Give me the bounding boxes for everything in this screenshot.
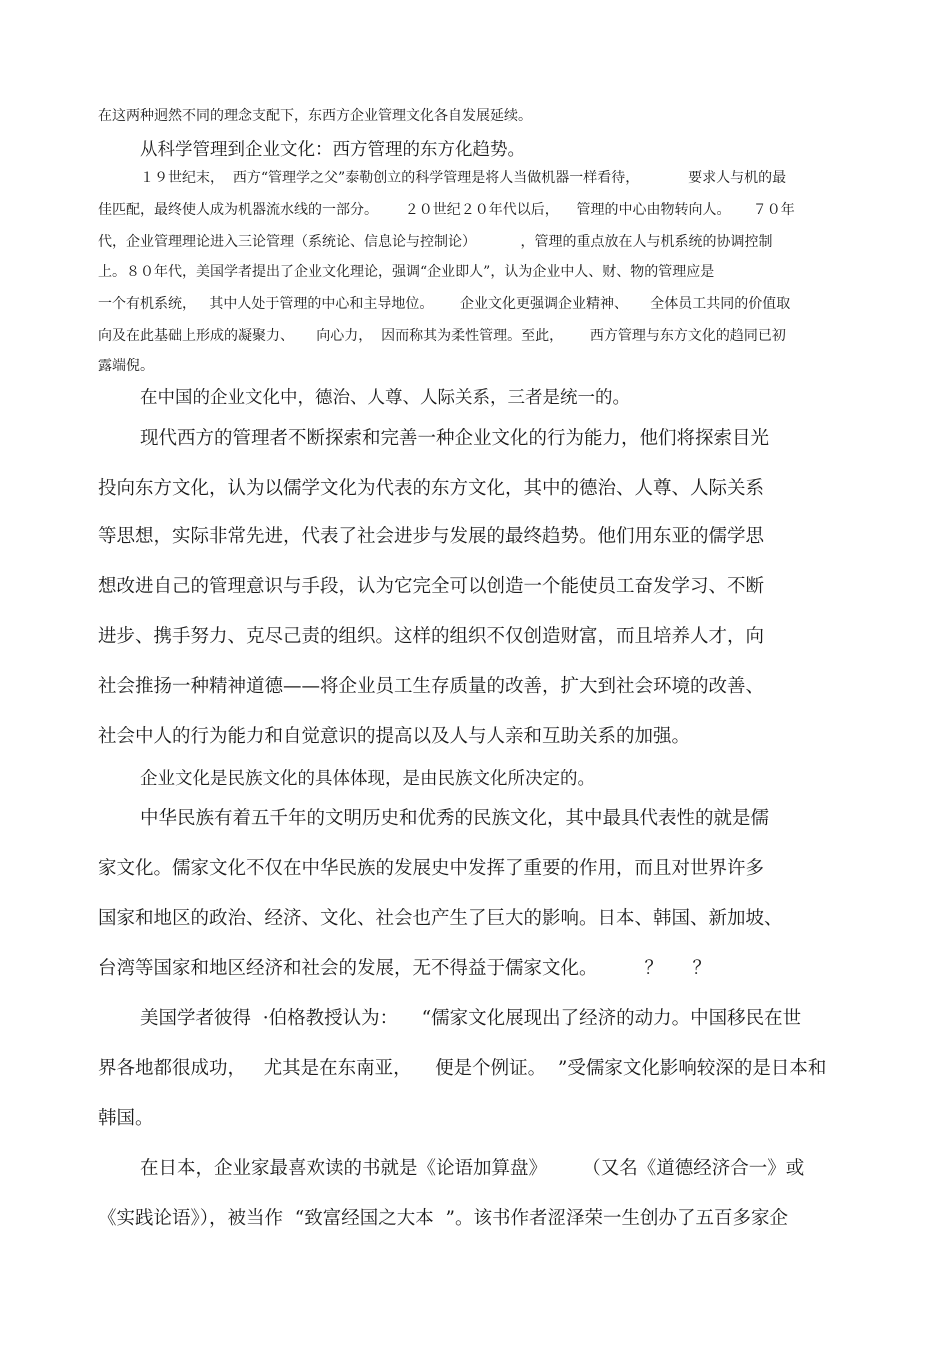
text-line: 社会中人的行为能力和自觉意识的提高以及人与人亲和互助关系的加强。 — [98, 726, 691, 747]
text-line: 《实践论语》），被当作 “致富经国之大本 ”。该书作者涩泽荣一生创办了五百多家企 — [98, 1208, 788, 1229]
text-line: １９世纪末， 西方“管理学之父”泰勒创立的科学管理是将人当做机器一样看待， 要求人与机的最 — [140, 170, 787, 186]
text-line: 露端倪。 — [98, 358, 154, 374]
text-line: 在这两种迥然不同的理念支配下，东西方企业管理文化各自发展延续。 — [98, 108, 532, 124]
text-line: 上。８０年代，美国学者提出了企业文化理论，强调“企业即人”，认为企业中人、财、物的管理应是 — [98, 264, 715, 280]
text-line: 佳匹配，最终使人成为机器流水线的一部分。 ２０世纪２０年代以后， 管理的中心由物转向人。 ７０年 — [98, 202, 795, 218]
section-heading: 企业文化是民族文化的具体体现，是由民族文化所决定的。 — [140, 769, 595, 789]
text-line: 投向东方文化，认为以儒学文化为代表的东方文化，其中的德治、人尊、人际关系 — [98, 478, 765, 499]
text-line: 进步、携手努力、克尽己责的组织。这样的组织不仅创造财富，而且培养人才，向 — [98, 626, 765, 647]
text-line: 美国学者彼得 ·伯格教授认为： “儒家文化展现出了经济的动力。中国移民在世 — [140, 1008, 802, 1029]
text-line: 界各地都很成功， 尤其是在东南亚， 便是个例证。 ”受儒家文化影响较深的是日本和 — [98, 1058, 827, 1079]
section-heading: 从科学管理到企业文化：西方管理的东方化趋势。 — [140, 140, 525, 160]
text-line: 向及在此基础上形成的凝聚力、 向心力， 因而称其为柔性管理。至此， 西方管理与东方文化的趋同已初 — [98, 328, 786, 344]
text-line: 家文化。儒家文化不仅在中华民族的发展史中发挥了重要的作用，而且对世界许多 — [98, 858, 765, 879]
text-line: 台湾等国家和地区经济和社会的发展，无不得益于儒家文化。 ？ ？ — [98, 958, 711, 979]
text-line: 韩国。 — [98, 1108, 154, 1129]
text-line: 想改进自己的管理意识与手段，认为它完全可以创造一个能使员工奋发学习、不断 — [98, 576, 765, 597]
text-line: 在日本，企业家最喜欢读的书就是《论语加算盘》 （又名《道德经济合一》或 — [140, 1158, 805, 1179]
text-line: 代，企业管理理论进入三论管理（系统论、信息论与控制论） ，管理的重点放在人与机系统的协调控制 — [98, 234, 773, 250]
text-line: 现代西方的管理者不断探索和完善一种企业文化的行为能力，他们将探索目光 — [140, 428, 770, 449]
text-line: 社会推扬一种精神道德——将企业员工生存质量的改善，扩大到社会环境的改善、 — [98, 676, 765, 697]
text-line: 一个有机系统， 其中人处于管理的中心和主导地位。 企业文化更强调企业精神、 全体员工共同的价值取 — [98, 296, 791, 312]
section-heading: 在中国的企业文化中，德治、人尊、人际关系，三者是统一的。 — [140, 388, 630, 408]
text-line: 中华民族有着五千年的文明历史和优秀的民族文化，其中最具代表性的就是儒 — [140, 808, 770, 829]
text-line: 等思想，实际非常先进，代表了社会进步与发展的最终趋势。他们用东亚的儒学思 — [98, 526, 765, 547]
text-line: 国家和地区的政治、经济、文化、社会也产生了巨大的影响。日本、韩国、新加坡、 — [98, 908, 783, 929]
